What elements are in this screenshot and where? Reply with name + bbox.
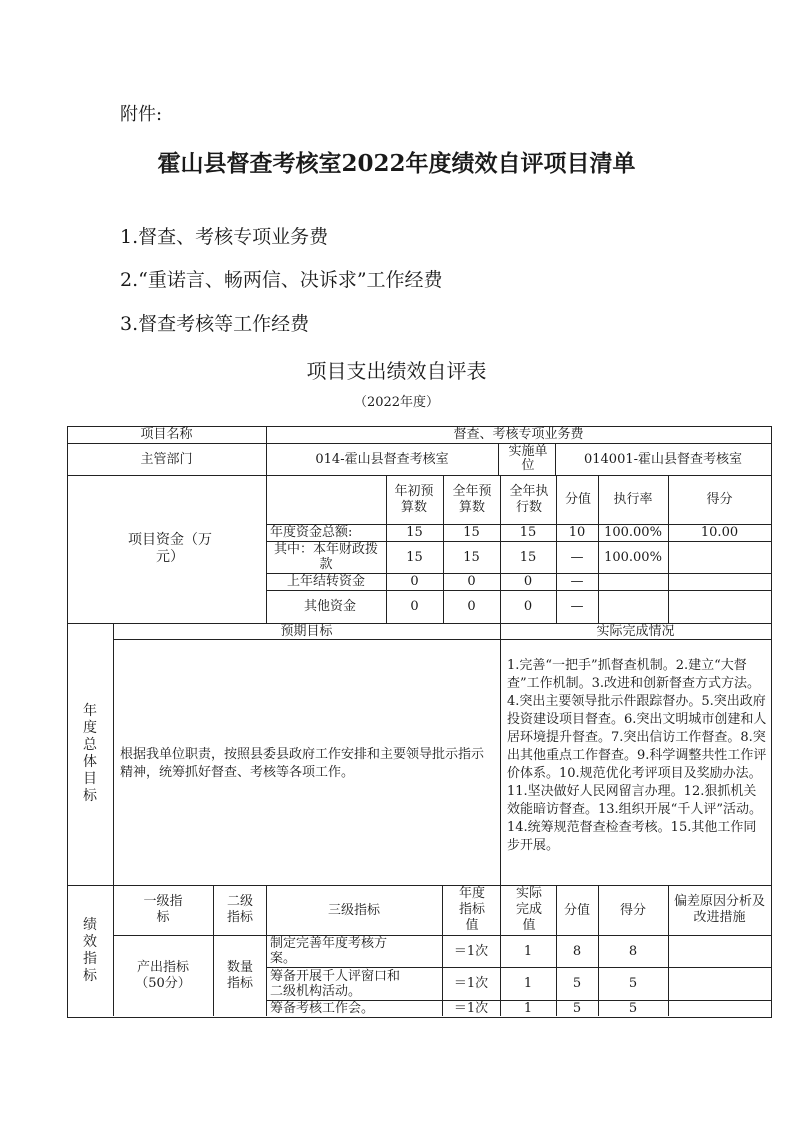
perf-header: 偏差原因分析及改进措施 [673, 894, 765, 925]
attachment-label: 附件: [120, 104, 163, 125]
funds-cell: 15 [519, 525, 537, 540]
perf-header: 分值 [563, 902, 590, 918]
actual-value: 1 [523, 943, 533, 959]
funds-cell: — [570, 574, 584, 589]
deviation-note [668, 967, 771, 1000]
expected-text: 根据我单位职责，按照县委县政府工作安排和主要领导批示指示精神，统筹抓好督查、考核等各项工作。 [120, 747, 485, 780]
weight-value: 5 [572, 1000, 582, 1016]
funds-cell: 0 [523, 574, 533, 589]
funds-cell: 0 [410, 574, 419, 589]
perf-header: 二级指标 [226, 894, 253, 925]
impl-value: 014001-霍山县督查考核室 [583, 451, 743, 467]
perf-header: 得分 [619, 902, 646, 918]
funds-row-label: 其他资金 [303, 599, 356, 614]
funds-cell: 100.00% [604, 525, 662, 540]
funds-cell: 100.00% [604, 549, 662, 565]
funds-cell: 15 [406, 549, 423, 565]
funds-cell: 0 [467, 599, 476, 614]
actual-label: 实际完成情况 [596, 623, 675, 639]
table-year: （2022年度） [353, 395, 440, 410]
funds-cell: — [570, 549, 584, 565]
funds-cell [598, 590, 668, 623]
funds-cell: 15 [463, 549, 480, 565]
funds-cell: 15 [406, 525, 423, 540]
perf-header: 年度指标值 [458, 886, 485, 933]
project-name-value: 督查、考核专项业务费 [453, 427, 584, 442]
funds-cell: 0 [467, 574, 476, 589]
level3-indicator: 筹备考核工作会。 [270, 1000, 375, 1016]
funds-cell [598, 573, 668, 590]
list-item: 3.督查考核等工作经费 [120, 313, 310, 335]
actual-value: 1 [523, 976, 533, 991]
perf-header: 一级指标 [143, 894, 183, 925]
score-value: 8 [628, 943, 638, 959]
level3-indicator: 筹备开展千人评窗口和二级机构活动。 [270, 968, 401, 999]
funds-cell: — [570, 599, 584, 614]
perf-label: 绩效指标 [83, 916, 97, 984]
perf-header: 实际完成值 [515, 886, 542, 933]
actual-value: 1 [523, 1000, 533, 1016]
funds-cell: 15 [519, 549, 537, 565]
funds-cell [668, 573, 771, 590]
funds-cell [668, 541, 771, 573]
target-value: ＝1次 [453, 943, 489, 959]
goal-label: 年度总体目标 [83, 703, 97, 804]
deviation-note [668, 935, 771, 967]
level3-indicator: 制定完善年度考核方案。 [270, 936, 388, 966]
funds-row-label: 上年结转资金 [286, 574, 365, 589]
score-value: 5 [628, 1000, 638, 1016]
list-item: 2.“重诺言、畅两信、决诉求”工作经费 [120, 269, 443, 291]
funds-cell [668, 590, 771, 623]
dept-value: 014-霍山县督查考核室 [315, 451, 449, 467]
actual-text: 1.完善“一把手”抓督查机制。2.建立“大督查”工作机制。3.改进和创新督查方式方法。4.突出主要领导批示件跟踪督办。5.突出政府投资建设项目督查。6.突出文明城市创建和人居环境提升督查。7.突出信访工作督查。8.突出其他重点工作督查。9.科学调整共性工作评价体系。10.规范优化考评项目及奖励办法。11.坚决做好人民网留言办理。12.狠抓机关效能暗访督查。13.组织开展“千人评”活动。14.统筹规范督查检查考核。15.其他工作同步开展。 [507, 658, 767, 853]
funds-label: 项目资金（万元） [128, 532, 212, 565]
document-title: 霍山县督查考核室2022年度绩效自评项目清单 [157, 150, 636, 177]
target-value: ＝1次 [453, 1000, 489, 1016]
funds-cell: 10.00 [700, 525, 739, 540]
level2-indicator: 数量指标 [226, 959, 253, 991]
funds-header: 得分 [706, 492, 733, 507]
expected-label: 预期目标 [280, 623, 333, 639]
score-value: 5 [628, 976, 638, 991]
funds-cell: 10 [568, 525, 586, 540]
table-title: 项目支出绩效自评表 [306, 359, 487, 383]
funds-cell: 0 [410, 599, 419, 614]
list-item: 1.督查、考核专项业务费 [120, 226, 329, 248]
funds-header: 全年执行数 [509, 483, 549, 515]
funds-row-label: 其中：本年财政拨款 [273, 542, 378, 572]
funds-cell: 15 [463, 525, 480, 540]
funds-cell: 0 [523, 599, 533, 614]
target-value: ＝1次 [453, 976, 489, 991]
funds-header: 执行率 [613, 492, 653, 507]
dept-label: 主管部门 [140, 451, 193, 467]
perf-header: 三级指标 [327, 902, 380, 918]
weight-value: 8 [572, 943, 582, 959]
deviation-note [668, 1000, 771, 1016]
funds-header: 全年预算数 [452, 483, 492, 515]
weight-value: 5 [572, 976, 582, 991]
funds-header: 分值 [565, 491, 591, 507]
funds-row-label: 年度资金总额: [270, 525, 353, 540]
impl-label: 实施单位 [508, 444, 548, 473]
level1-indicator: 产出指标（50分） [135, 959, 191, 991]
project-name-label: 项目名称 [140, 427, 193, 442]
funds-header: 年初预算数 [394, 483, 434, 515]
